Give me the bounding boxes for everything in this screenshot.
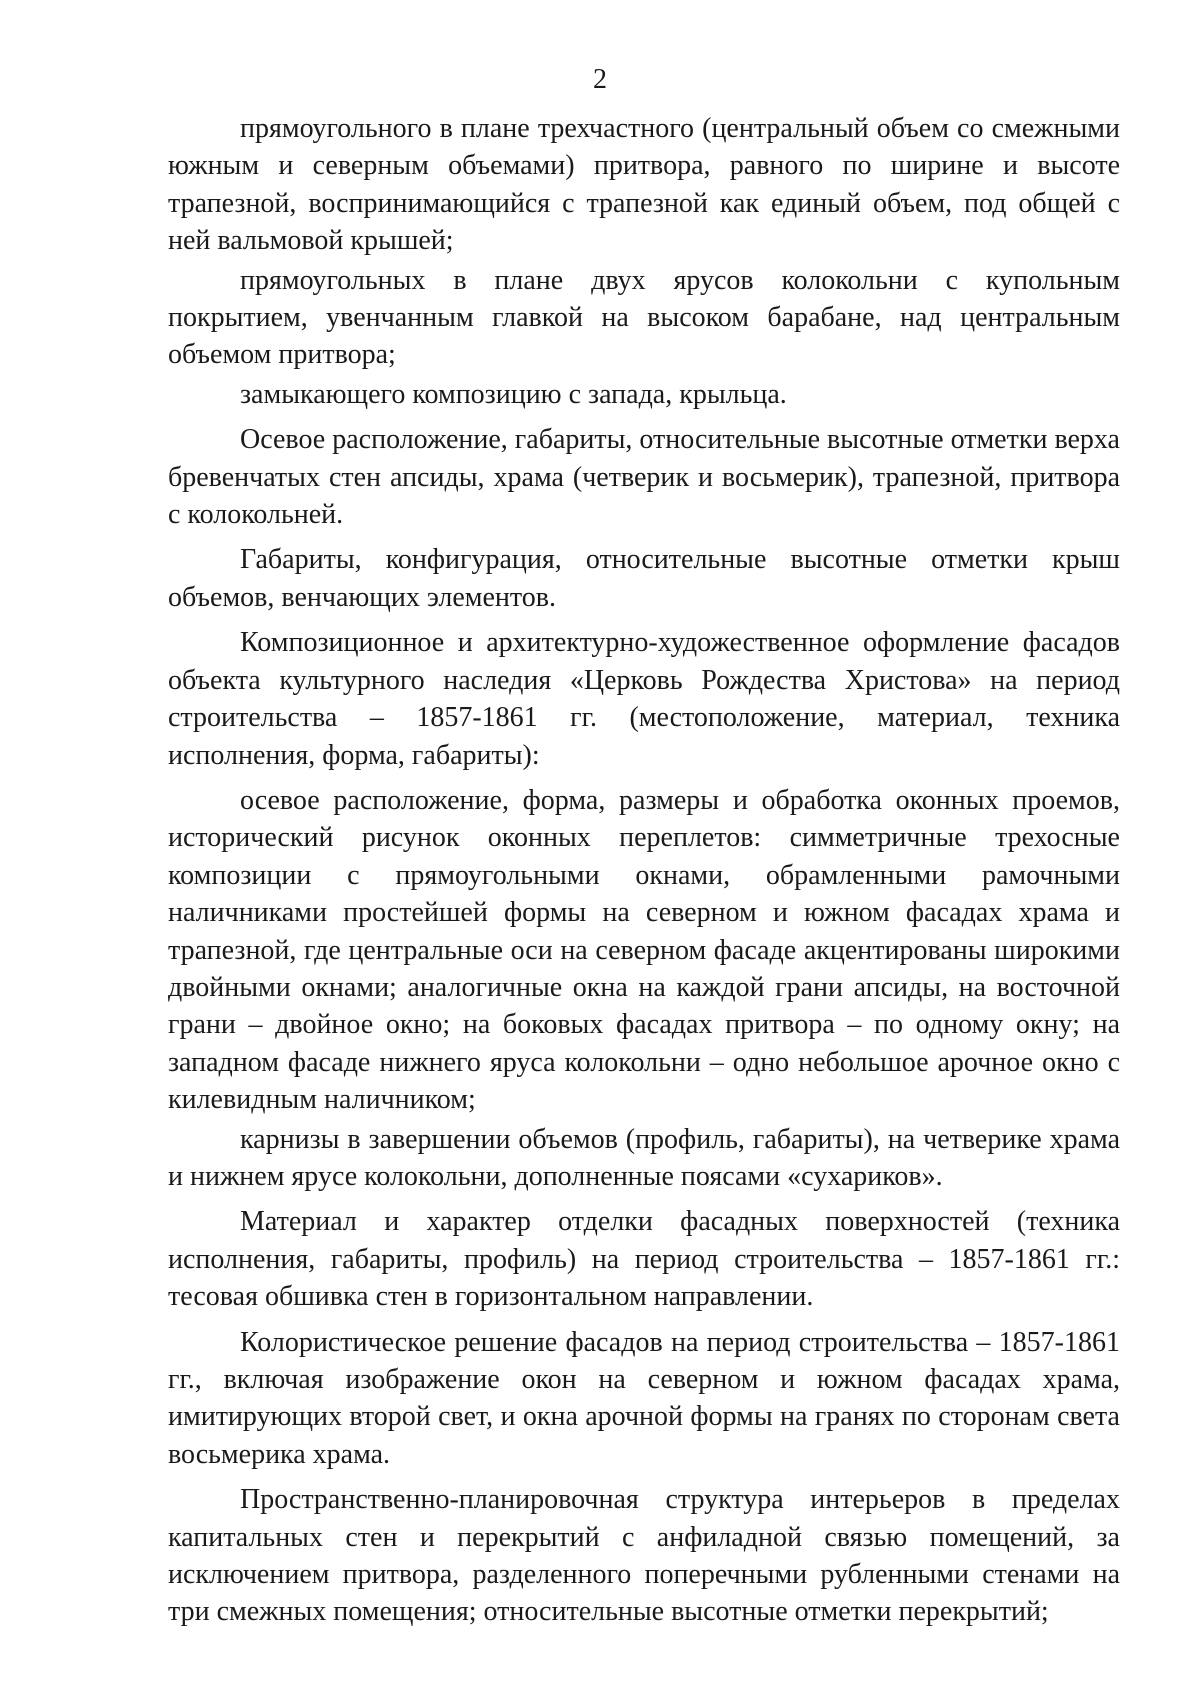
paragraph-karnizy: карнизы в завершении объемов (профиль, габариты), на четверике храма и нижнем ярусе колокольни, дополненные поясами «сухариков». [168,1123,1120,1192]
paragraph-gabarity-krysh: Габариты, конфигурация, относительные высотные отметки крыш объемов, венчающих элементов. [168,544,1120,613]
paragraph-koloristicheskoe-reshenie: Колористическое решение фасадов на период строительства – 1857-1861 гг., включая изображение окон на северном и южном фасадах храма, имитирующих второй свет, и окна арочной формы на гранях по сторонам света восьмерика храма. [168,1326,1120,1470]
paragraph-osevoe-raspolozhenie: Осевое расположение, габариты, относительные высотные отметки верха бревенчатых стен апсиды, храма (четверик и восьмерик), трапезной, притвора с колокольней. [168,424,1120,531]
paragraph-material-otdelki: Материал и характер отделки фасадных поверхностей (техника исполнения, габариты, профиль) на период строительства – 1857-1861 гг.: тесовая обшивка стен в горизонтальном направлении. [168,1206,1120,1313]
page-number: 2 [593,64,607,95]
paragraph-kolokolnya: прямоугольных в плане двух ярусов колокольни с купольным покрытием, увенчанным главкой на высоком барабане, над центральным объемом притвора; [168,264,1120,371]
paragraph-okonnye-proemy: осевое расположение, форма, размеры и обработка оконных проемов, исторический рисунок оконных переплетов: симметричные трехосные композиции с прямоугольными окнами, обрамленными рамочными наличниками простейшей формы на северном и южном фасадах храма и трапезной, где центральные оси на северном фасаде акцентированы широкими двойными окнами; аналогичные окна на каждой грани апсиды, на восточной грани – двойное окно; на боковых фасадах притвора – по одному окну; на западном фасаде нижнего яруса колокольни – одно небольшое арочное окно с килевидным наличником; [168,784,1120,1116]
paragraph-kompozicionnoe-oformlenie: Композиционное и архитектурно-художественное оформление фасадов объекта культурного наследия «Церковь Рождества Христова» на период строительства – 1857-1861 гг. (местоположение, материал, техника исполнения, форма, габариты): [168,627,1120,771]
paragraph-pritvor: прямоугольного в плане трехчастного (центральный объем со смежными южным и северным объемами) притвора, равного по ширине и высоте трапезной, воспринимающийся с трапезной как единый объем, под общей с ней вальмовой крышей; [168,113,1120,257]
paragraph-prostranstvenno-planirovochnaya: Пространственно-планировочная структура интерьеров в пределах капитальных стен и перекрытий с анфиладной связью помещений, за исключением притвора, разделенного поперечными рубленными стенами на три смежных помещения; относительные высотные отметки перекрытий; [168,1484,1120,1628]
document-body [168,110,1120,1633]
paragraph-krylco: замыкающего композицию с запада, крыльца. [240,378,787,410]
